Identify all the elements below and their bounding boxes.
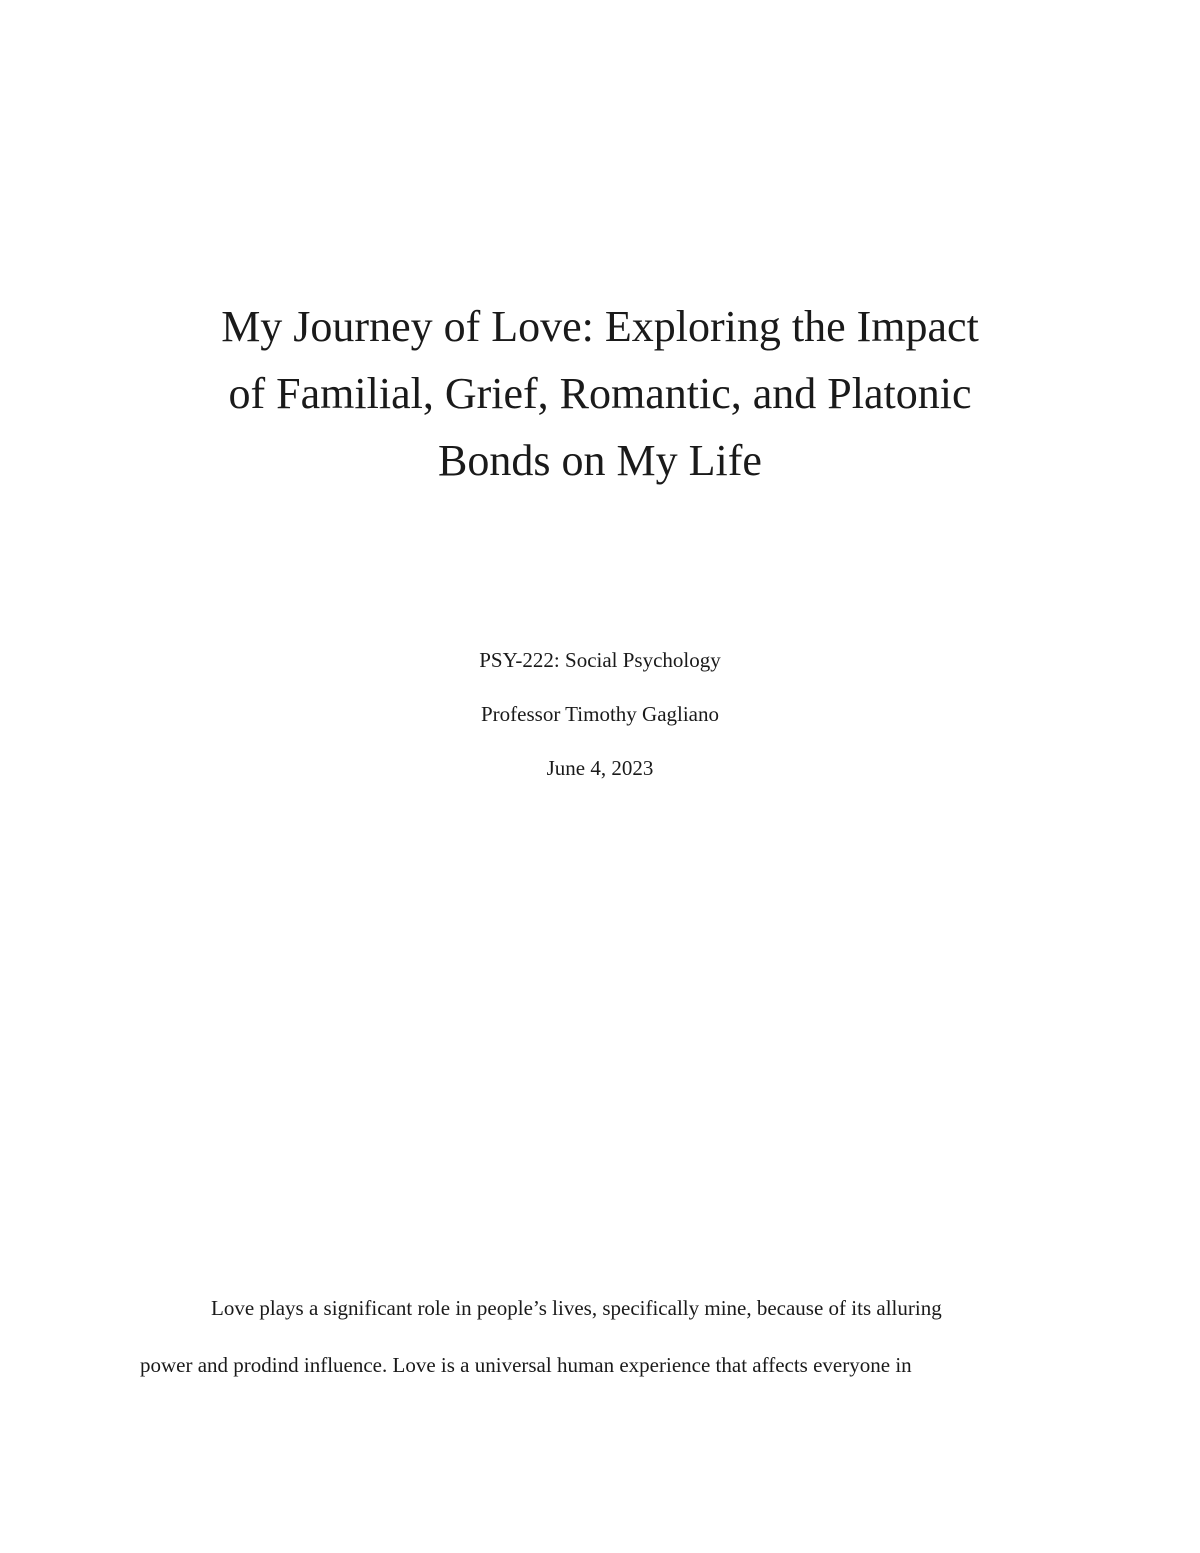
- body-paragraph: [140, 1280, 1060, 1394]
- body-line-2: power and prodind influence. Love is a universal human experience that affects everyone in: [140, 1353, 912, 1377]
- title-line-2: of Familial, Grief, Romantic, and Platonic: [228, 369, 972, 418]
- professor-name: Professor Timothy Gagliano: [480, 702, 719, 726]
- title-line-1: My Journey of Love: Exploring the Impact: [221, 302, 979, 351]
- submission-date: June 4, 2023: [546, 756, 654, 780]
- document-title: [100, 293, 1100, 494]
- title-line-3: Bonds on My Life: [438, 436, 762, 485]
- course-name: PSY-222: Social Psychology: [479, 648, 721, 672]
- body-line-1: Love plays a significant role in people’s lives, specifically mine, because of its alluring: [211, 1296, 942, 1320]
- title-page-details: [100, 633, 1100, 795]
